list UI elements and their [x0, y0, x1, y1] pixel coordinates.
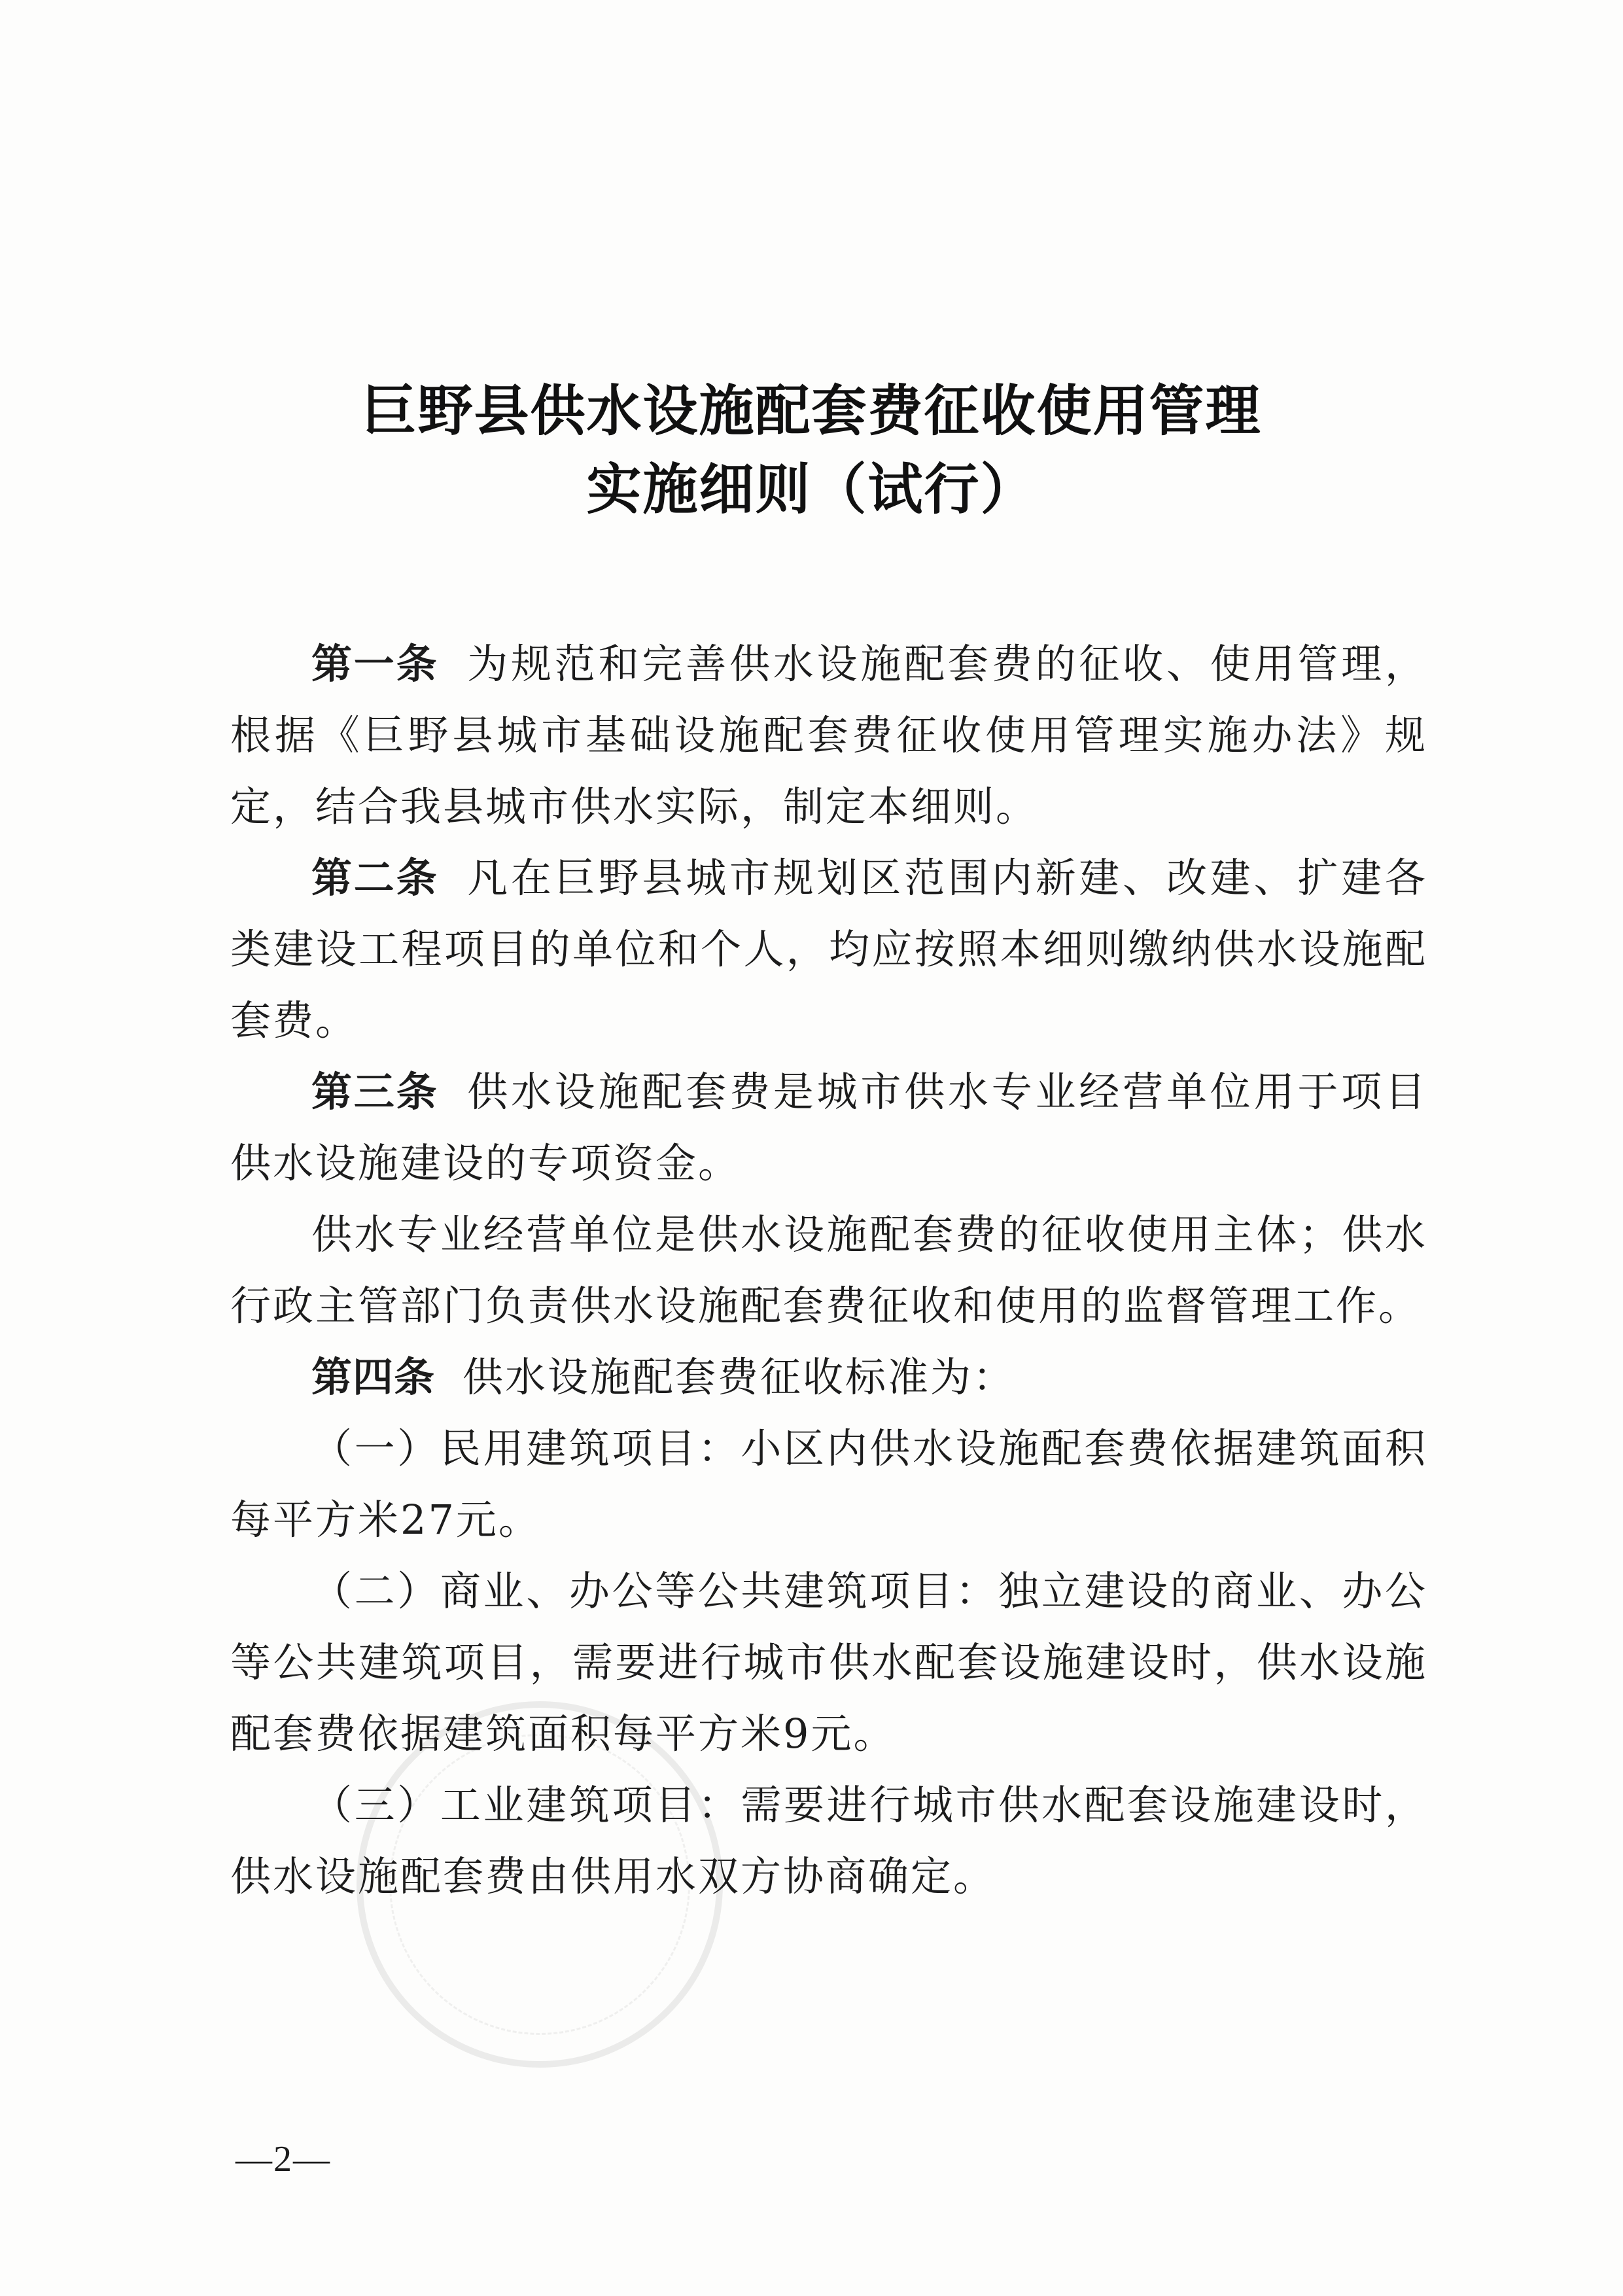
- article-2-text: 凡在巨野县城市规划区范围内新建、改建、扩建各类建设工程项目的单位和个人，均应按照本细则缴纳供水设施配套费。: [230, 854, 1427, 1044]
- item-3: （三）工业建筑项目：需要进行城市供水配套设施建设时，供水设施配套费由供用水双方协商确定。: [230, 1781, 1427, 1900]
- article-4-text: 供水设施配套费征收标准为：: [462, 1353, 1016, 1401]
- item-1: （一）民用建筑项目：小区内供水设施配套费依据建筑面积每平方米27元。: [230, 1424, 1427, 1544]
- article-4-label: 第四条: [311, 1353, 436, 1401]
- article-1-text: 为规范和完善供水设施配套费的征收、使用管理，根据《巨野县城市基础设施配套费征收使用管理实施办法》规定，结合我县城市供水实际，制定本细则。: [230, 640, 1427, 830]
- article-3-text: 供水设施配套费是城市供水专业经营单位用于项目供水设施建设的专项资金。: [230, 1068, 1427, 1187]
- item-2: （二）商业、办公等公共建筑项目：独立建设的商业、办公等公共建筑项目，需要进行城市供水配套设施建设时，供水设施配套费依据建筑面积每平方米9元。: [230, 1567, 1427, 1757]
- article-3-label: 第三条: [311, 1068, 439, 1116]
- supervision-paragraph: 供水专业经营单位是供水设施配套费的征收使用主体；供水行政主管部门负责供水设施配套费征收和使用的监督管理工作。: [230, 1210, 1427, 1330]
- document-body: [230, 628, 1427, 1912]
- article-4: [230, 1341, 1427, 1413]
- title-line-1: 巨野县供水设施配套费征收使用管理: [361, 378, 1262, 443]
- document-title: [0, 372, 1623, 529]
- article-1: [230, 628, 1427, 842]
- article-3: [230, 1056, 1427, 1199]
- article-1-label: 第一条: [311, 640, 439, 688]
- title-line-2: 实施细则（试行）: [586, 457, 1037, 521]
- page-number: —2—: [236, 2139, 331, 2180]
- article-2-label: 第二条: [311, 854, 439, 902]
- article-2: [230, 842, 1427, 1056]
